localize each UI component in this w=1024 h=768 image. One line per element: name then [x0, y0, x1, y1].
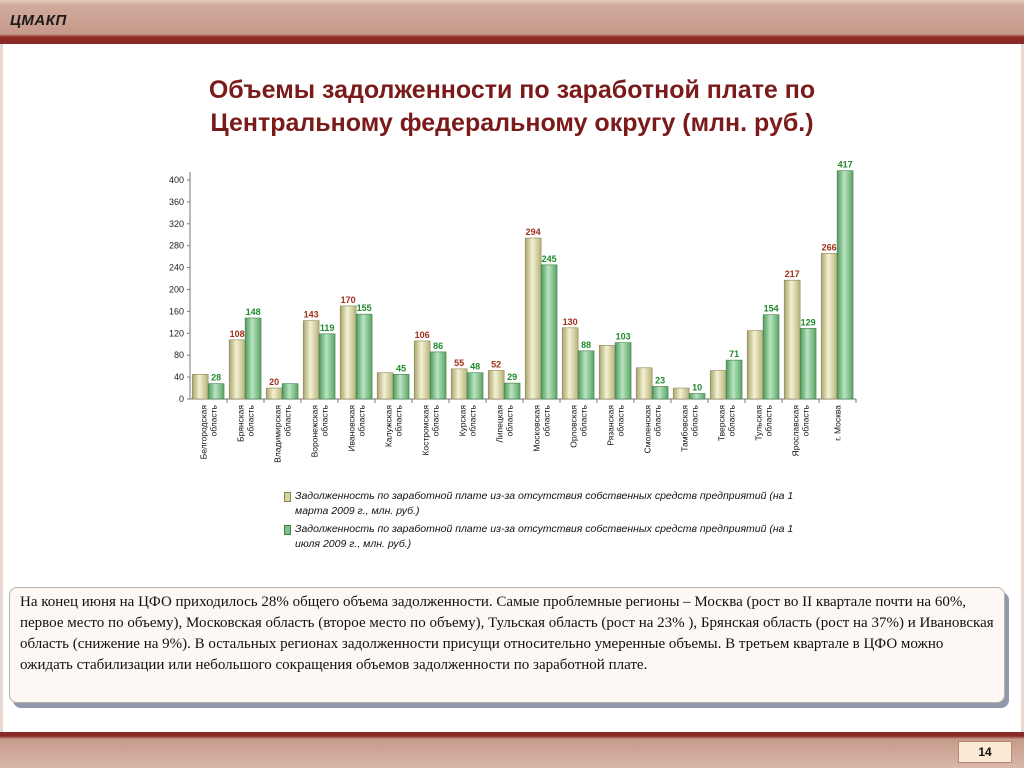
bar-series2	[763, 315, 779, 399]
data-label: 28	[211, 372, 222, 383]
bar-series2	[541, 265, 557, 399]
commentary-box: На конец июня на ЦФО приходилось 28% общего объема задолженности. Самые проблемные регионы – Москва (рост во II квартале почти на 60%, первое место по объему), Московская область (второе место по объему), Тульская область (рост на 23% ), Брянская область (рост на 37%) и Ивановская область (снижение на 9%). В остальных регионах задолженности присущи относительно умеренные объемы. В третьем квартале в ЦФО можно ожидать стабилизации или небольшого сокращения объемов задолженности по заработной плате.	[9, 587, 1005, 703]
bar-series2	[430, 352, 446, 399]
slide-title: Объемы задолженности по заработной плате по Центральному федеральному округу (млн. руб.)	[208, 76, 816, 137]
y-tick-label: 320	[168, 218, 184, 229]
data-label: 45	[396, 363, 407, 374]
bottom-banner	[0, 732, 1024, 768]
data-label: 129	[800, 317, 816, 328]
legend-swatch-july	[284, 525, 291, 535]
data-label: 245	[541, 253, 557, 264]
legend-label-march: Задолженность по заработной плате из-за отсутствия собственных средств предприятий (на 1 марта 2009 г., млн. руб.)	[295, 490, 794, 517]
bar-series2	[504, 383, 520, 399]
bar-series2	[245, 318, 261, 399]
bar-series1	[488, 371, 504, 399]
bar-series1	[229, 340, 245, 399]
bar-series2	[282, 384, 298, 399]
data-label: 88	[581, 339, 592, 350]
data-label: 294	[525, 227, 541, 238]
bar-series1	[821, 253, 837, 399]
bar-series2	[689, 394, 705, 399]
bar-series2	[615, 343, 631, 399]
bar-series1	[747, 331, 763, 399]
x-category-label: Тамбовскаяобласть	[679, 405, 700, 452]
y-tick-label: 200	[168, 284, 184, 295]
data-label: 266	[821, 242, 837, 253]
bar-series1	[414, 341, 430, 399]
data-label: 170	[340, 294, 356, 305]
y-tick-label: 80	[173, 350, 184, 361]
legend-item-july	[284, 522, 804, 552]
x-category-label: Тверскаяобласть	[716, 405, 737, 442]
x-category-label: Ивановскаяобласть	[346, 405, 367, 452]
legend-item-march	[284, 489, 804, 519]
page-number: 14	[958, 741, 1012, 763]
data-label: 71	[729, 349, 740, 360]
y-tick-label: 40	[173, 372, 184, 383]
y-tick-label: 120	[168, 328, 184, 339]
data-label: 143	[303, 309, 319, 320]
bar-series1	[303, 321, 319, 399]
data-label: 148	[245, 306, 261, 317]
x-category-label: Липецкаяобласть	[494, 405, 515, 443]
x-category-label: Московскаяобласть	[531, 405, 552, 452]
bar-series1	[562, 328, 578, 399]
bar-series2	[837, 171, 853, 399]
bar-series1	[673, 388, 689, 399]
bar-series2	[578, 351, 594, 399]
bar-series1	[377, 373, 393, 399]
y-tick-label: 0	[178, 394, 184, 404]
data-label: 55	[454, 357, 465, 368]
bar-series2	[726, 360, 742, 399]
data-label: 130	[562, 316, 578, 327]
x-category-label: Тульскаяобласть	[753, 405, 774, 441]
bar-series1	[599, 345, 615, 399]
y-tick-label: 240	[168, 262, 184, 273]
data-label: 106	[414, 329, 430, 340]
data-label: 23	[655, 375, 666, 386]
x-category-label: Курскаяобласть	[457, 405, 478, 437]
bar-series2	[800, 328, 816, 399]
x-category-label: Костромскаяобласть	[420, 405, 441, 456]
bar-series2	[652, 386, 668, 399]
brand-logo: ЦМАКП	[10, 12, 67, 29]
x-category-label: Рязанскаяобласть	[605, 405, 626, 446]
bar-series2	[356, 314, 372, 399]
x-category-label: Ярославскаяобласть	[790, 405, 811, 457]
bar-series1	[192, 374, 208, 399]
bar-series2	[208, 384, 224, 399]
bar-series2	[393, 374, 409, 399]
y-tick-label: 280	[168, 240, 184, 251]
bar-series1	[525, 238, 541, 399]
bar-series1	[784, 280, 800, 399]
y-tick-label: 400	[168, 175, 184, 185]
data-label: 86	[433, 340, 444, 351]
bar-series2	[319, 334, 335, 399]
x-category-label: г. Москва	[832, 405, 843, 441]
x-category-label: Орловскаяобласть	[568, 405, 589, 448]
x-category-label: Смоленскаяобласть	[642, 405, 663, 454]
bar-series1	[451, 369, 467, 399]
data-label: 417	[837, 159, 853, 170]
data-label: 155	[356, 303, 372, 314]
bar-series1	[340, 306, 356, 399]
y-tick-label: 360	[168, 196, 184, 207]
legend-swatch-march	[284, 492, 291, 502]
data-label: 29	[507, 372, 518, 383]
data-label: 10	[692, 382, 703, 393]
data-label: 103	[615, 331, 631, 342]
x-category-label: Белгородскаяобласть	[198, 405, 219, 460]
data-label: 108	[229, 328, 245, 339]
bar-series1	[636, 368, 652, 399]
chart-legend	[284, 489, 804, 555]
x-category-label: Владимирскаяобласть	[272, 405, 293, 463]
data-label: 52	[491, 359, 502, 370]
x-category-label: Брянскаяобласть	[235, 405, 256, 442]
data-label: 48	[470, 361, 481, 372]
top-banner	[0, 0, 1024, 44]
data-label: 20	[269, 377, 280, 388]
bar-series1	[266, 388, 282, 399]
y-tick-label: 160	[168, 306, 184, 317]
data-label: 119	[319, 322, 335, 333]
bar-series2	[467, 373, 483, 399]
data-label: 217	[784, 269, 800, 280]
bar-series1	[710, 371, 726, 399]
x-category-label: Воронежскаяобласть	[309, 405, 330, 458]
legend-label-july: Задолженность по заработной плате из-за отсутствия собственных средств предприятий (на 1 июля 2009 г., млн. руб.)	[295, 523, 794, 550]
bar-chart	[164, 159, 864, 472]
x-category-label: Калужскаяобласть	[383, 405, 404, 448]
data-label: 154	[763, 303, 779, 314]
